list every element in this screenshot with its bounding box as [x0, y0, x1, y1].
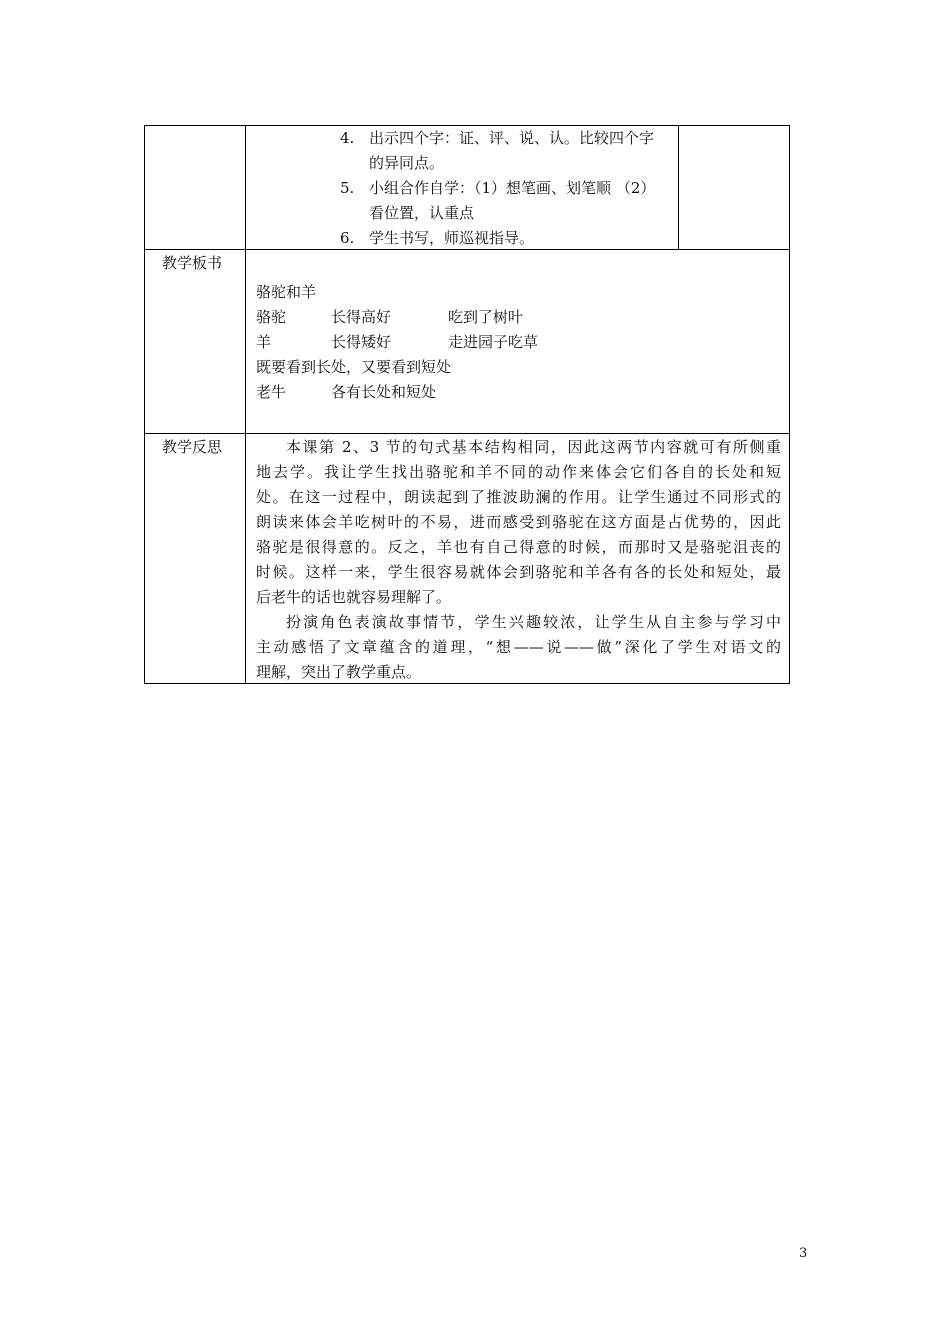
board-trait: 长得矮好	[331, 333, 392, 351]
step-number: 5.	[340, 179, 355, 197]
table-border-left	[144, 125, 145, 684]
board-subject: 骆驼	[256, 308, 287, 326]
board-trait: 长得高好	[331, 308, 392, 326]
board-trait: 各有长处和短处	[331, 383, 437, 401]
reflection-line: 扮演角色表演故事情节，学生兴趣较浓，让学生从自主参与学习中	[286, 613, 781, 631]
reflection-line: 处。在这一过程中，朗读起到了推波助澜的作用。让学生通过不同形式的	[256, 488, 781, 506]
reflection-line: 主动感悟了文章蕴含的道理，“想——说——做”深化了学生对语文的	[256, 638, 781, 656]
step-text-line: 看位置，认重点	[369, 204, 475, 222]
step-number: 4.	[340, 129, 355, 147]
row-divider-2	[144, 433, 790, 434]
reflection-paragraph-1	[256, 435, 781, 610]
step-text-line: 小组合作自学：（1）想笔画、划笔顺 （2）	[369, 179, 656, 197]
board-title: 骆驼和羊	[256, 283, 317, 301]
reflection-line: 本课第 2、3 节的句式基本结构相同，因此这两节内容就可有所侧重	[286, 438, 781, 456]
board-summary: 既要看到长处，又要看到短处	[256, 358, 452, 376]
table-border-right	[789, 125, 790, 684]
step-number: 6.	[340, 229, 355, 247]
reflection-line: 骆驼是很得意的。反之，羊也有自己得意的时候，而那时又是骆驼沮丧的	[256, 538, 781, 556]
board-subject: 老牛	[256, 383, 287, 401]
reflection-paragraph-2	[256, 610, 781, 685]
board-subject: 羊	[256, 333, 272, 351]
board-label: 教学板书	[162, 254, 223, 272]
board-result: 吃到了树叶	[448, 308, 524, 326]
step-text-line: 的异同点。	[369, 154, 445, 172]
column-divider	[245, 125, 246, 684]
board-result: 走进园子吃草	[448, 333, 539, 351]
reflection-line: 地去学。我让学生找出骆驼和羊不同的动作来体会它们各自的长处和短	[256, 463, 781, 481]
page-number: 3	[799, 1246, 808, 1261]
reflection-line: 理解，突出了教学重点。	[256, 663, 422, 681]
reflection-line: 朗读来体会羊吃树叶的不易，进而感受到骆驼在这方面是占优势的，因此	[256, 513, 781, 531]
reflection-label: 教学反思	[162, 438, 223, 456]
reflection-line: 时候。这样一来，学生很容易就体会到骆驼和羊各有各的长处和短处，最	[256, 563, 781, 581]
step-text-line: 学生书写，师巡视指导。	[369, 229, 535, 247]
step-text-line: 出示四个字：证、评、说、认。比较四个字	[369, 129, 655, 147]
notes-column-divider	[678, 125, 679, 250]
reflection-line: 后老牛的话也就容易理解了。	[256, 588, 452, 606]
